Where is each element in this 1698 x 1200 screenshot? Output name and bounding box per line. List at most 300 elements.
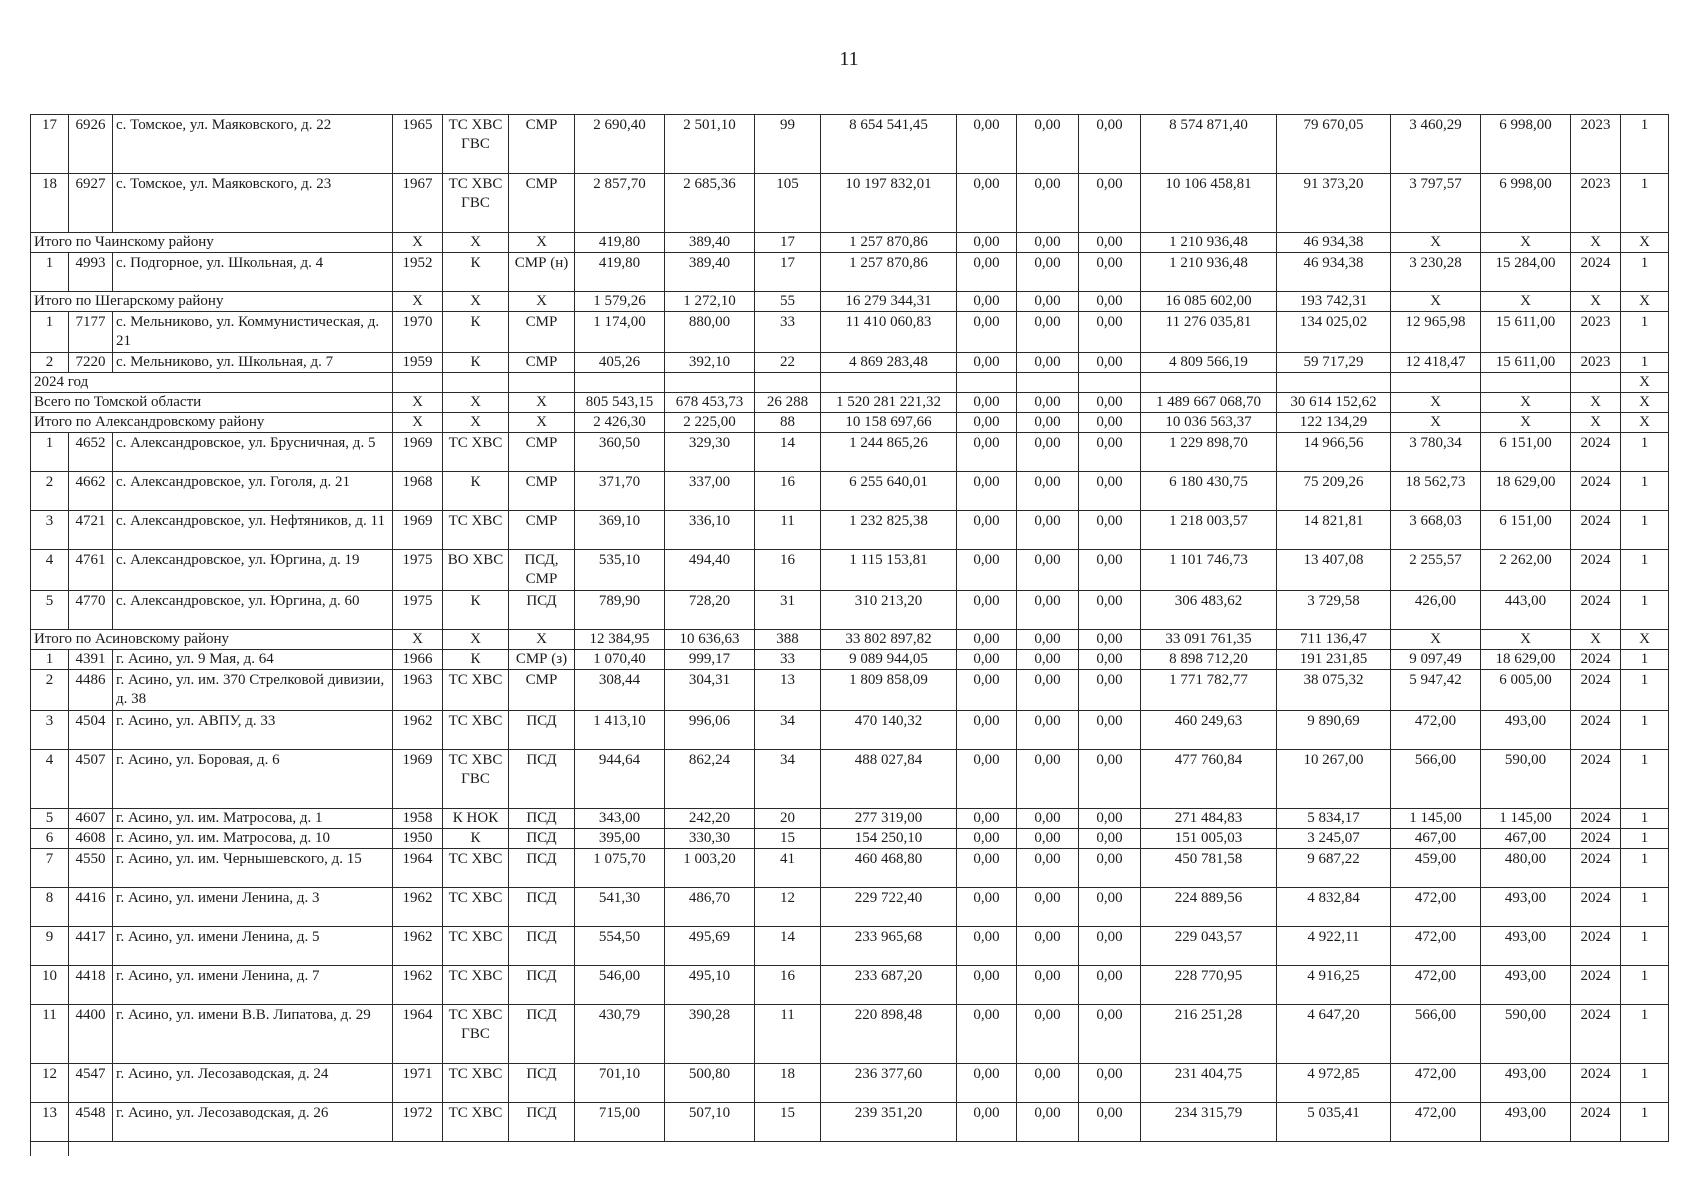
total-area: 541,30 [575, 888, 665, 927]
max-unit-cost: 6 151,00 [1481, 511, 1571, 550]
living-area: 336,10 [665, 511, 755, 550]
method: 1 [1621, 888, 1669, 927]
planned-year: 2024 [1571, 1005, 1621, 1064]
method: 1 [1621, 433, 1669, 472]
method: 1 [1621, 591, 1669, 630]
residents: 16 [755, 966, 821, 1005]
house-id: 6927 [69, 174, 113, 233]
total-area: 2 857,70 [575, 174, 665, 233]
total-cost: 239 351,20 [821, 1103, 957, 1142]
year-built [393, 373, 443, 393]
year-built: 1963 [393, 670, 443, 711]
table-row [31, 353, 1669, 373]
living-area: 678 453,73 [665, 393, 755, 413]
table-row [31, 927, 1669, 966]
owner-funds: 30 614 152,62 [1277, 393, 1391, 413]
total-area: 546,00 [575, 966, 665, 1005]
blank-cell [69, 1142, 1669, 1157]
total-cost: 11 410 060,83 [821, 312, 957, 353]
year-built: 1972 [393, 1103, 443, 1142]
fund-resources: 1 218 003,57 [1141, 511, 1277, 550]
method: 1 [1621, 511, 1669, 550]
method: 1 [1621, 253, 1669, 292]
local-funds: 0,00 [1079, 849, 1141, 888]
address: г. Асино, ул. им. Матросова, д. 1 [113, 809, 393, 829]
work-type: ТС ХВС ГВС [443, 115, 509, 174]
living-area: 1 272,10 [665, 292, 755, 312]
living-area: 337,00 [665, 472, 755, 511]
unit-cost: 3 230,28 [1391, 253, 1481, 292]
federal-funds: 0,00 [957, 711, 1017, 750]
table-row [31, 809, 1669, 829]
owner-funds: 191 231,85 [1277, 650, 1391, 670]
method: 1 [1621, 927, 1669, 966]
year-built: 1971 [393, 1064, 443, 1103]
year-built: 1967 [393, 174, 443, 233]
living-area: 507,10 [665, 1103, 755, 1142]
planned-year: 2024 [1571, 966, 1621, 1005]
table-row [31, 591, 1669, 630]
total-area: 805 543,15 [575, 393, 665, 413]
planned-year: 2024 [1571, 711, 1621, 750]
fund-resources: 33 091 761,35 [1141, 630, 1277, 650]
owner-funds: 4 916,25 [1277, 966, 1391, 1005]
work-type: ТС ХВС [443, 511, 509, 550]
local-funds: 0,00 [1079, 433, 1141, 472]
federal-funds: 0,00 [957, 312, 1017, 353]
address: г. Асино, ул. им. Чернышевского, д. 15 [113, 849, 393, 888]
method: 1 [1621, 174, 1669, 233]
local-funds: 0,00 [1079, 115, 1141, 174]
method: 1 [1621, 312, 1669, 353]
living-area: 486,70 [665, 888, 755, 927]
work-type: К [443, 472, 509, 511]
total-area: 419,80 [575, 233, 665, 253]
owner-funds: 10 267,00 [1277, 750, 1391, 809]
row-number: 2 [31, 353, 69, 373]
owner-funds: 711 136,47 [1277, 630, 1391, 650]
total-area: 944,64 [575, 750, 665, 809]
living-area: 389,40 [665, 233, 755, 253]
max-unit-cost: 590,00 [1481, 750, 1571, 809]
address: г. Асино, ул. им. 370 Стрелковой дивизии, д. 38 [113, 670, 393, 711]
row-number: 9 [31, 927, 69, 966]
house-id: 4550 [69, 849, 113, 888]
work-type: ТС ХВС [443, 966, 509, 1005]
address: с. Подгорное, ул. Школьная, д. 4 [113, 253, 393, 292]
federal-funds: 0,00 [957, 630, 1017, 650]
address: г. Асино, ул. Лесозаводская, д. 24 [113, 1064, 393, 1103]
year-built: 1969 [393, 511, 443, 550]
owner-funds: 59 717,29 [1277, 353, 1391, 373]
year-built: 1969 [393, 433, 443, 472]
planned-year: 2024 [1571, 550, 1621, 591]
year-built: 1970 [393, 312, 443, 353]
regional-funds: 0,00 [1017, 115, 1079, 174]
house-id: 4417 [69, 927, 113, 966]
method: 1 [1621, 849, 1669, 888]
owner-funds: 134 025,02 [1277, 312, 1391, 353]
row-number: 13 [31, 1103, 69, 1142]
work-type: ТС ХВС [443, 670, 509, 711]
residents: 17 [755, 233, 821, 253]
living-area: 494,40 [665, 550, 755, 591]
regional-funds: 0,00 [1017, 472, 1079, 511]
method: 1 [1621, 809, 1669, 829]
method: X [1621, 630, 1669, 650]
residents: 16 [755, 472, 821, 511]
total-cost: 8 654 541,45 [821, 115, 957, 174]
work-type: X [443, 413, 509, 433]
regional-funds: 0,00 [1017, 750, 1079, 809]
year-built: 1959 [393, 353, 443, 373]
federal-funds: 0,00 [957, 750, 1017, 809]
address: г. Асино, ул. имени Ленина, д. 5 [113, 927, 393, 966]
summary-row [31, 292, 1669, 312]
row-number: 5 [31, 591, 69, 630]
total-cost: 233 965,68 [821, 927, 957, 966]
local-funds: 0,00 [1079, 750, 1141, 809]
planned-year: 2024 [1571, 927, 1621, 966]
max-unit-cost: 6 005,00 [1481, 670, 1571, 711]
work-type: ТС ХВС ГВС [443, 1005, 509, 1064]
unit-cost: 472,00 [1391, 1064, 1481, 1103]
owner-funds: 13 407,08 [1277, 550, 1391, 591]
total-cost: 1 257 870,86 [821, 253, 957, 292]
owner-funds: 79 670,05 [1277, 115, 1391, 174]
method: 1 [1621, 966, 1669, 1005]
unit-cost [1391, 373, 1481, 393]
residents: 14 [755, 927, 821, 966]
local-funds: 0,00 [1079, 253, 1141, 292]
work-kind: ПСД [509, 1005, 575, 1064]
total-cost: 460 468,80 [821, 849, 957, 888]
year-built: 1962 [393, 927, 443, 966]
address: г. Асино, ул. имени Ленина, д. 7 [113, 966, 393, 1005]
house-id: 4607 [69, 809, 113, 829]
unit-cost: X [1391, 413, 1481, 433]
max-unit-cost: 15 284,00 [1481, 253, 1571, 292]
work-kind: СМР (з) [509, 650, 575, 670]
total-cost: 33 802 897,82 [821, 630, 957, 650]
total-area: 343,00 [575, 809, 665, 829]
work-kind: ПСД [509, 750, 575, 809]
local-funds: 0,00 [1079, 393, 1141, 413]
max-unit-cost: 15 611,00 [1481, 312, 1571, 353]
residents: 33 [755, 650, 821, 670]
living-area: 2 225,00 [665, 413, 755, 433]
work-type: ТС ХВС ГВС [443, 174, 509, 233]
fund-resources: 306 483,62 [1141, 591, 1277, 630]
total-area: 1 075,70 [575, 849, 665, 888]
row-number: 1 [31, 312, 69, 353]
residents: 15 [755, 829, 821, 849]
total-cost: 220 898,48 [821, 1005, 957, 1064]
row-number: 2 [31, 670, 69, 711]
address: с. Мельниково, ул. Школьная, д. 7 [113, 353, 393, 373]
fund-resources: 6 180 430,75 [1141, 472, 1277, 511]
work-kind: СМР [509, 312, 575, 353]
address: г. Асино, ул. им. Матросова, д. 10 [113, 829, 393, 849]
unit-cost: 472,00 [1391, 888, 1481, 927]
owner-funds: 3 729,58 [1277, 591, 1391, 630]
living-area: 389,40 [665, 253, 755, 292]
row-number: 5 [31, 809, 69, 829]
unit-cost: 12 418,47 [1391, 353, 1481, 373]
total-cost: 1 809 858,09 [821, 670, 957, 711]
living-area: 390,28 [665, 1005, 755, 1064]
total-area: 554,50 [575, 927, 665, 966]
total-cost: 236 377,60 [821, 1064, 957, 1103]
work-type: К НОК [443, 809, 509, 829]
row-number: 7 [31, 849, 69, 888]
page-number: 11 [839, 48, 859, 70]
local-funds: 0,00 [1079, 966, 1141, 1005]
planned-year: 2024 [1571, 670, 1621, 711]
work-kind: ПСД [509, 849, 575, 888]
local-funds: 0,00 [1079, 630, 1141, 650]
federal-funds: 0,00 [957, 888, 1017, 927]
unit-cost: X [1391, 393, 1481, 413]
year-built: 1964 [393, 849, 443, 888]
total-cost: 6 255 640,01 [821, 472, 957, 511]
table-row [31, 472, 1669, 511]
living-area: 495,69 [665, 927, 755, 966]
address: с. Александровское, ул. Юргина, д. 19 [113, 550, 393, 591]
local-funds: 0,00 [1079, 312, 1141, 353]
table-bottom-edge [31, 1142, 1669, 1157]
row-number: 4 [31, 750, 69, 809]
table-row [31, 1064, 1669, 1103]
regional-funds: 0,00 [1017, 1005, 1079, 1064]
living-area: 10 636,63 [665, 630, 755, 650]
method: 1 [1621, 750, 1669, 809]
unit-cost: 472,00 [1391, 966, 1481, 1005]
method: 1 [1621, 472, 1669, 511]
total-cost: 10 158 697,66 [821, 413, 957, 433]
year-built: 1950 [393, 829, 443, 849]
residents: 11 [755, 511, 821, 550]
total-cost: 233 687,20 [821, 966, 957, 1005]
work-type: К [443, 312, 509, 353]
max-unit-cost: X [1481, 233, 1571, 253]
row-number: 12 [31, 1064, 69, 1103]
total-area: 360,50 [575, 433, 665, 472]
federal-funds: 0,00 [957, 253, 1017, 292]
row-number: 17 [31, 115, 69, 174]
local-funds: 0,00 [1079, 174, 1141, 233]
max-unit-cost: 6 998,00 [1481, 174, 1571, 233]
living-area: 2 501,10 [665, 115, 755, 174]
fund-resources: 1 101 746,73 [1141, 550, 1277, 591]
regional-funds: 0,00 [1017, 253, 1079, 292]
max-unit-cost: 493,00 [1481, 888, 1571, 927]
work-type: ТС ХВС ГВС [443, 750, 509, 809]
unit-cost: X [1391, 630, 1481, 650]
local-funds: 0,00 [1079, 650, 1141, 670]
total-area: 369,10 [575, 511, 665, 550]
regional-funds: 0,00 [1017, 1064, 1079, 1103]
house-id: 4507 [69, 750, 113, 809]
total-cost: 1 244 865,26 [821, 433, 957, 472]
max-unit-cost: 493,00 [1481, 1103, 1571, 1142]
total-cost: 1 115 153,81 [821, 550, 957, 591]
total-area: 12 384,95 [575, 630, 665, 650]
total-cost: 154 250,10 [821, 829, 957, 849]
owner-funds: 9 890,69 [1277, 711, 1391, 750]
summary-row [31, 393, 1669, 413]
table-row [31, 650, 1669, 670]
total-cost: 4 869 283,48 [821, 353, 957, 373]
house-id: 4770 [69, 591, 113, 630]
year-built: 1968 [393, 472, 443, 511]
planned-year: 2024 [1571, 1064, 1621, 1103]
federal-funds: 0,00 [957, 809, 1017, 829]
unit-cost: 566,00 [1391, 1005, 1481, 1064]
house-id: 4993 [69, 253, 113, 292]
address: с. Томское, ул. Маяковского, д. 22 [113, 115, 393, 174]
living-area: 330,30 [665, 829, 755, 849]
residents: 105 [755, 174, 821, 233]
year-built: X [393, 413, 443, 433]
row-number: 1 [31, 650, 69, 670]
residents: 20 [755, 809, 821, 829]
address: с. Томское, ул. Маяковского, д. 23 [113, 174, 393, 233]
work-type: К [443, 829, 509, 849]
residents: 15 [755, 1103, 821, 1142]
federal-funds: 0,00 [957, 413, 1017, 433]
work-type: ТС ХВС [443, 927, 509, 966]
total-area: 419,80 [575, 253, 665, 292]
total-cost: 229 722,40 [821, 888, 957, 927]
max-unit-cost: 6 998,00 [1481, 115, 1571, 174]
fund-resources: 1 771 782,77 [1141, 670, 1277, 711]
fund-resources: 1 210 936,48 [1141, 233, 1277, 253]
max-unit-cost [1481, 373, 1571, 393]
method: 1 [1621, 1103, 1669, 1142]
planned-year: 2024 [1571, 888, 1621, 927]
fund-resources: 234 315,79 [1141, 1103, 1277, 1142]
planned-year: 2024 [1571, 472, 1621, 511]
house-id: 4486 [69, 670, 113, 711]
planned-year: 2024 [1571, 650, 1621, 670]
row-number: 2 [31, 472, 69, 511]
regional-funds: 0,00 [1017, 393, 1079, 413]
unit-cost: 18 562,73 [1391, 472, 1481, 511]
owner-funds [1277, 373, 1391, 393]
total-cost: 1 232 825,38 [821, 511, 957, 550]
living-area [665, 373, 755, 393]
method: 1 [1621, 670, 1669, 711]
living-area: 495,10 [665, 966, 755, 1005]
summary-label: Итого по Шегарскому району [31, 292, 393, 312]
address: г. Асино, ул. Лесозаводская, д. 26 [113, 1103, 393, 1142]
unit-cost: 467,00 [1391, 829, 1481, 849]
residents: 14 [755, 433, 821, 472]
unit-cost: 3 460,29 [1391, 115, 1481, 174]
unit-cost: 426,00 [1391, 591, 1481, 630]
planned-year: 2024 [1571, 750, 1621, 809]
unit-cost: X [1391, 292, 1481, 312]
house-id: 4608 [69, 829, 113, 849]
regional-funds: 0,00 [1017, 550, 1079, 591]
method: 1 [1621, 829, 1669, 849]
work-kind: СМР (н) [509, 253, 575, 292]
house-id: 4662 [69, 472, 113, 511]
regional-funds: 0,00 [1017, 292, 1079, 312]
max-unit-cost: 493,00 [1481, 711, 1571, 750]
table-row [31, 433, 1669, 472]
residents: 12 [755, 888, 821, 927]
local-funds [1079, 373, 1141, 393]
regional-funds: 0,00 [1017, 312, 1079, 353]
table-row [31, 115, 1669, 174]
row-number: 1 [31, 433, 69, 472]
total-area: 1 070,40 [575, 650, 665, 670]
year-built: 1965 [393, 115, 443, 174]
row-number: 4 [31, 550, 69, 591]
residents: 41 [755, 849, 821, 888]
house-id: 4416 [69, 888, 113, 927]
row-number: 18 [31, 174, 69, 233]
table-row [31, 253, 1669, 292]
federal-funds: 0,00 [957, 292, 1017, 312]
fund-resources: 450 781,58 [1141, 849, 1277, 888]
owner-funds: 4 922,11 [1277, 927, 1391, 966]
house-id: 4761 [69, 550, 113, 591]
local-funds: 0,00 [1079, 511, 1141, 550]
total-cost: 1 257 870,86 [821, 233, 957, 253]
owner-funds: 75 209,26 [1277, 472, 1391, 511]
local-funds: 0,00 [1079, 550, 1141, 591]
regional-funds: 0,00 [1017, 711, 1079, 750]
owner-funds: 9 687,22 [1277, 849, 1391, 888]
regional-funds: 0,00 [1017, 809, 1079, 829]
regional-funds: 0,00 [1017, 829, 1079, 849]
unit-cost: 1 145,00 [1391, 809, 1481, 829]
owner-funds: 14 966,56 [1277, 433, 1391, 472]
summary-row [31, 630, 1669, 650]
regional-funds: 0,00 [1017, 1103, 1079, 1142]
fund-resources [1141, 373, 1277, 393]
work-type: ТС ХВС [443, 888, 509, 927]
fund-resources: 11 276 035,81 [1141, 312, 1277, 353]
regional-funds: 0,00 [1017, 353, 1079, 373]
local-funds: 0,00 [1079, 591, 1141, 630]
year-built: 1962 [393, 966, 443, 1005]
work-kind: ПСД [509, 711, 575, 750]
table-row [31, 550, 1669, 591]
work-type: К [443, 591, 509, 630]
year-built: 1975 [393, 550, 443, 591]
total-area: 1 174,00 [575, 312, 665, 353]
regional-funds: 0,00 [1017, 174, 1079, 233]
register-body [31, 115, 1669, 1157]
work-type: X [443, 233, 509, 253]
method: 1 [1621, 550, 1669, 591]
federal-funds: 0,00 [957, 591, 1017, 630]
fund-resources: 8 898 712,20 [1141, 650, 1277, 670]
address: г. Асино, ул. 9 Мая, д. 64 [113, 650, 393, 670]
row-number: 10 [31, 966, 69, 1005]
living-area: 392,10 [665, 353, 755, 373]
summary-label: Итого по Асиновскому району [31, 630, 393, 650]
unit-cost: 472,00 [1391, 1103, 1481, 1142]
fund-resources: 151 005,03 [1141, 829, 1277, 849]
local-funds: 0,00 [1079, 888, 1141, 927]
federal-funds: 0,00 [957, 1103, 1017, 1142]
planned-year: 2024 [1571, 809, 1621, 829]
